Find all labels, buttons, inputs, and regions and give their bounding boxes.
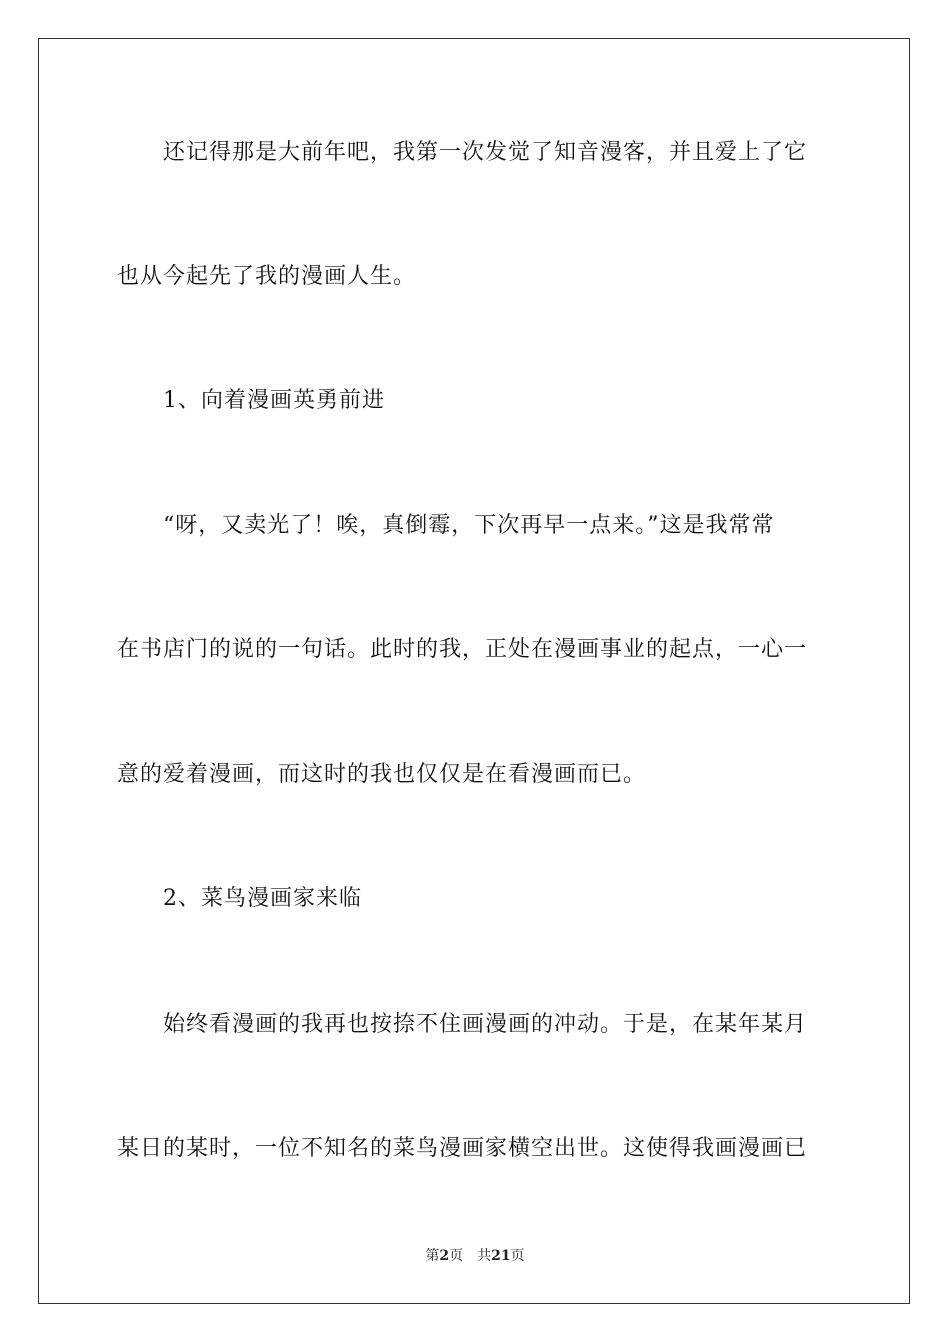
total-prefix: 共 — [477, 1248, 492, 1264]
paragraph-line-6: 始终看漫画的我再也按捺不住画漫画的冲动。于是，在某年某月 — [163, 1012, 808, 1037]
page-frame — [38, 38, 910, 1304]
paragraph-line-3: “呀，又卖光了！唉，真倒霉，下次再早一点来。”这是我常常 — [163, 513, 775, 538]
paragraph-line-1: 还记得那是大前年吧，我第一次发觉了知音漫客，并且爱上了它 — [163, 140, 808, 165]
total-suffix: 页 — [510, 1248, 525, 1264]
section-heading-2: 2、菜鸟漫画家来临 — [163, 886, 362, 911]
section-heading-1: 1、向着漫画英勇前进 — [163, 388, 385, 413]
paragraph-line-4: 在书店门的说的一句话。此时的我，正处在漫画事业的起点，一心一 — [117, 637, 808, 662]
paragraph-line-5: 意的爱着漫画，而这时的我也仅仅是在看漫画而已。 — [117, 762, 647, 787]
page-prefix: 第 — [425, 1248, 440, 1264]
page-suffix: 页 — [449, 1248, 464, 1264]
total-pages: 21 — [491, 1248, 511, 1264]
paragraph-line-7: 某日的某时，一位不知名的菜鸟漫画家横空出世。这使得我画漫画已 — [117, 1136, 808, 1161]
paragraph-line-2: 也从今起先了我的漫画人生。 — [117, 264, 417, 289]
page-footer — [0, 1246, 950, 1266]
page-number: 2 — [439, 1248, 450, 1264]
